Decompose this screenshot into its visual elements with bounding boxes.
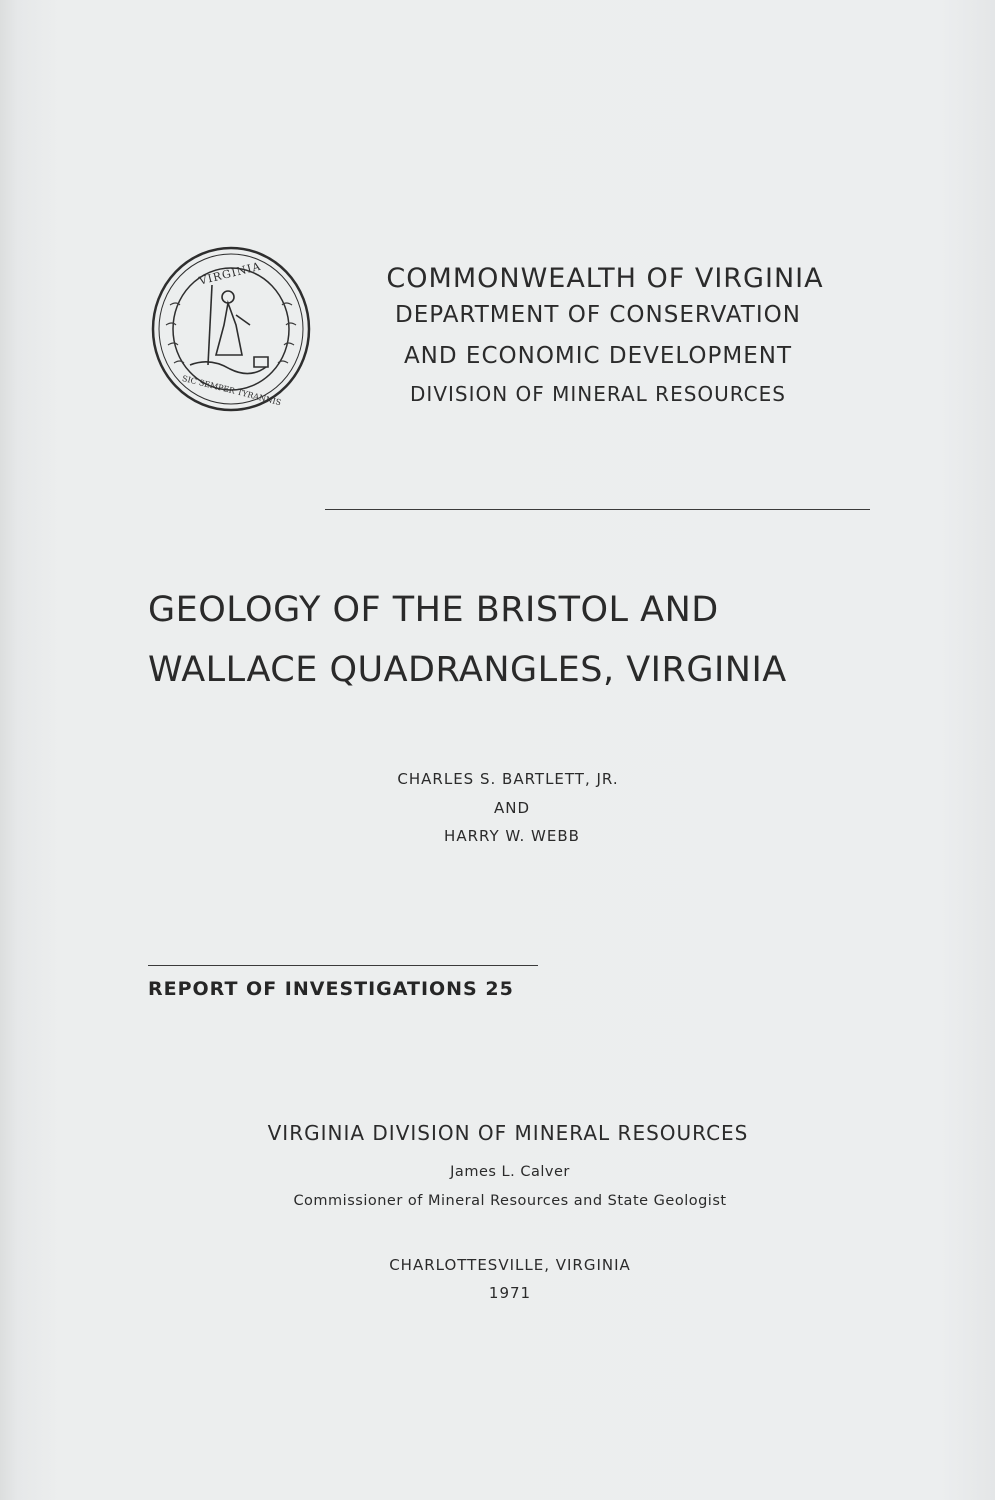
report-label: REPORT OF INVESTIGATIONS 25 (148, 978, 514, 1000)
virginia-seal-icon (150, 245, 312, 413)
report-divider (148, 965, 538, 966)
header-division: DIVISION OF MINERAL RESOURCES (410, 382, 786, 406)
header-divider (325, 509, 870, 510)
seal-motto: SIC SEMPER TYRANNIS (181, 373, 283, 408)
header-economic-development: AND ECONOMIC DEVELOPMENT (403, 343, 793, 369)
title-line-2: WALLACE QUADRANGLES, VIRGINIA (148, 650, 787, 690)
header-department: DEPARTMENT OF CONSERVATION (395, 302, 801, 328)
publisher-year: 1971 (488, 1284, 532, 1302)
header-commonwealth: COMMONWEALTH OF VIRGINIA (386, 263, 824, 294)
publisher-name: VIRGINIA DIVISION OF MINERAL RESOURCES (267, 1121, 749, 1145)
title-line-1: GEOLOGY OF THE BRISTOL AND (148, 590, 719, 630)
publisher-person: James L. Calver (450, 1164, 570, 1180)
publisher-role: Commissioner of Mineral Resources and State Geologist (293, 1193, 727, 1209)
seal-top-text: VIRGINIA (197, 259, 263, 288)
author-conjunction: AND (493, 799, 531, 817)
author-second: HARRY W. WEBB (444, 827, 580, 845)
publisher-place: CHARLOTTESVILLE, VIRGINIA (389, 1256, 631, 1274)
author-first: CHARLES S. BARTLETT, JR. (397, 770, 619, 788)
